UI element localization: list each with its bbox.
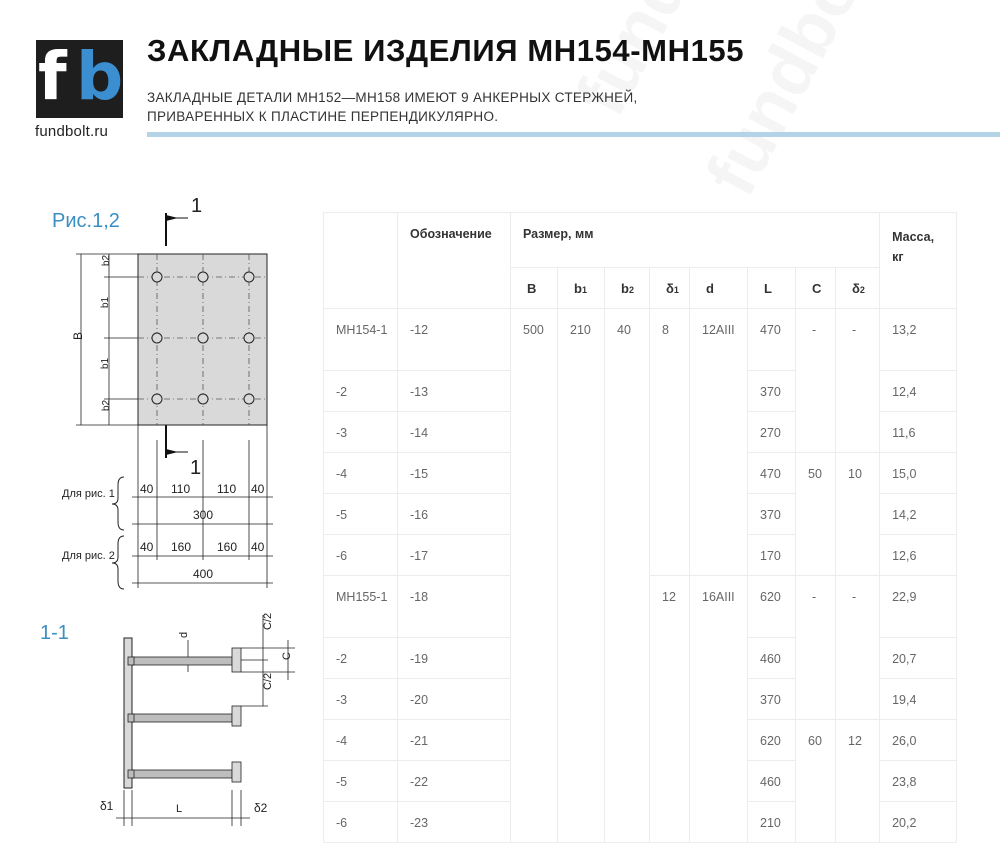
spec-table [323,212,957,843]
cell-d: 16AIII [690,576,748,843]
cell-mark: -3 [324,679,398,720]
cell-mark: -6 [324,535,398,576]
cell-designation: -18 [398,576,511,638]
sec-dim-delta1: δ1 [100,799,114,813]
cell-mark: -5 [324,494,398,535]
cell-mark: -6 [324,802,398,843]
header-b1: b1 [558,268,605,309]
cell-l: 460 [748,761,796,802]
header-c: C [796,268,836,309]
cell-mass: 14,2 [880,494,957,535]
cell-c: 60 [796,720,836,843]
header-b2: b2 [605,268,650,309]
dim-b2: b2 [101,254,112,266]
header-mass-line2: кг [892,250,904,264]
cell-l: 210 [748,802,796,843]
dim-b1: b1 [100,296,111,308]
cell-mass: 15,0 [880,453,957,494]
sec-dim-d: d [178,631,190,638]
cell-delta1: 12 [650,576,690,843]
cell-mark: МН155-1 [324,576,398,638]
table-row [324,309,957,371]
row2-dim: 40 [251,540,265,554]
row1-total: 300 [193,508,214,522]
row2-dim: 160 [171,540,192,554]
dim-b: B [71,331,85,340]
cell-b2: 40 [605,309,650,843]
logo-letter-b: b [76,40,121,115]
cell-c: - [796,576,836,720]
row1-dim: 40 [251,482,265,496]
header-b: B [511,268,558,309]
cell-l: 470 [748,453,796,494]
header-size-group: Размер, мм [511,213,880,268]
table-header-row [324,213,957,268]
cell-designation: -12 [398,309,511,371]
cell-designation: -15 [398,453,511,494]
cell-mark: -2 [324,371,398,412]
cell-mark: МН154-1 [324,309,398,371]
section-1-1-drawing [100,613,295,826]
cell-l: 370 [748,371,796,412]
cell-mass: 22,9 [880,576,957,638]
row2-label: Для рис. 2 [62,550,115,562]
cell-delta2: - [836,576,880,720]
brand-logo[interactable] [36,40,123,118]
cell-l: 170 [748,535,796,576]
page-title: ЗАКЛАДНЫЕ ИЗДЕЛИЯ МН154-МН155 [147,33,745,68]
cell-l: 370 [748,679,796,720]
section-mark-bottom [166,425,201,479]
section-mark-number: 1 [191,195,203,217]
cell-mark: -5 [324,761,398,802]
figure-label: Рис.1,2 [52,210,120,232]
cell-b: 500 [511,309,558,843]
header-divider [147,132,1000,137]
cell-designation: -20 [398,679,511,720]
cell-d: 12AIII [690,309,748,576]
header-mass-line1: Масса, [892,230,935,244]
sec-dim-c2: C/2 [262,672,274,690]
header-mark [324,213,398,309]
row2-dim: 160 [217,540,238,554]
cell-mass: 12,6 [880,535,957,576]
header-delta1: δ1 [650,268,690,309]
dim-b2: b2 [101,399,112,411]
cell-mass: 26,0 [880,720,957,761]
sec-dim-l: L [176,803,183,815]
cell-designation: -19 [398,638,511,679]
cell-mass: 20,2 [880,802,957,843]
logo-letter-f: f [38,40,64,115]
cell-delta2: - [836,309,880,453]
cell-l: 470 [748,309,796,371]
cell-delta2: 10 [836,453,880,576]
header-l: L [748,268,796,309]
cell-mass: 11,6 [880,412,957,453]
header-d: d [690,268,748,309]
cell-delta1: 8 [650,309,690,576]
cell-mass: 19,4 [880,679,957,720]
sec-dim-c2: C/2 [262,612,274,630]
cell-designation: -23 [398,802,511,843]
cell-mark: -3 [324,412,398,453]
cell-l: 620 [748,576,796,638]
cell-l: 460 [748,638,796,679]
row1-dim: 110 [217,482,237,496]
technical-drawing [0,150,320,840]
header-delta2: δ2 [836,268,880,309]
section-label: 1-1 [40,622,69,644]
cell-l: 270 [748,412,796,453]
cell-mark: -4 [324,453,398,494]
header-mass [880,213,957,309]
cell-c: 50 [796,453,836,576]
page-subtitle: ЗАКЛАДНЫЕ ДЕТАЛИ МН152—МН158 ИМЕЮТ 9 АНКЕРНЫХ СТЕРЖНЕЙ, ПРИВАРЕННЫХ К ПЛАСТИНЕ ПЕРПЕНДИКУЛЯРНО. [147,90,638,124]
sec-dim-c: C [281,652,293,660]
cell-designation: -16 [398,494,511,535]
row1-dim: 110 [171,482,191,496]
cell-designation: -21 [398,720,511,761]
dim-b1: b1 [100,357,111,369]
cell-designation: -17 [398,535,511,576]
row2-total: 400 [193,567,214,581]
brand-site-name[interactable]: fundbolt.ru [35,123,109,140]
cell-mark: -2 [324,638,398,679]
cell-delta2: 12 [836,720,880,843]
cell-l: 620 [748,720,796,761]
cell-designation: -13 [398,371,511,412]
row1-label: Для рис. 1 [62,488,115,500]
cell-l: 370 [748,494,796,535]
header-designation: Обозначение [398,213,511,309]
cell-designation: -22 [398,761,511,802]
row1-dim: 40 [140,482,154,496]
cell-mass: 13,2 [880,309,957,371]
cell-mass: 12,4 [880,371,957,412]
cell-designation: -14 [398,412,511,453]
sec-dim-delta2: δ2 [254,801,268,815]
cell-mass: 23,8 [880,761,957,802]
row2-dim: 40 [140,540,154,554]
cell-mark: -4 [324,720,398,761]
cell-mass: 20,7 [880,638,957,679]
cell-c: - [796,309,836,453]
section-mark-top [166,195,202,246]
section-mark-number: 1 [190,457,202,479]
cell-b1: 210 [558,309,605,843]
